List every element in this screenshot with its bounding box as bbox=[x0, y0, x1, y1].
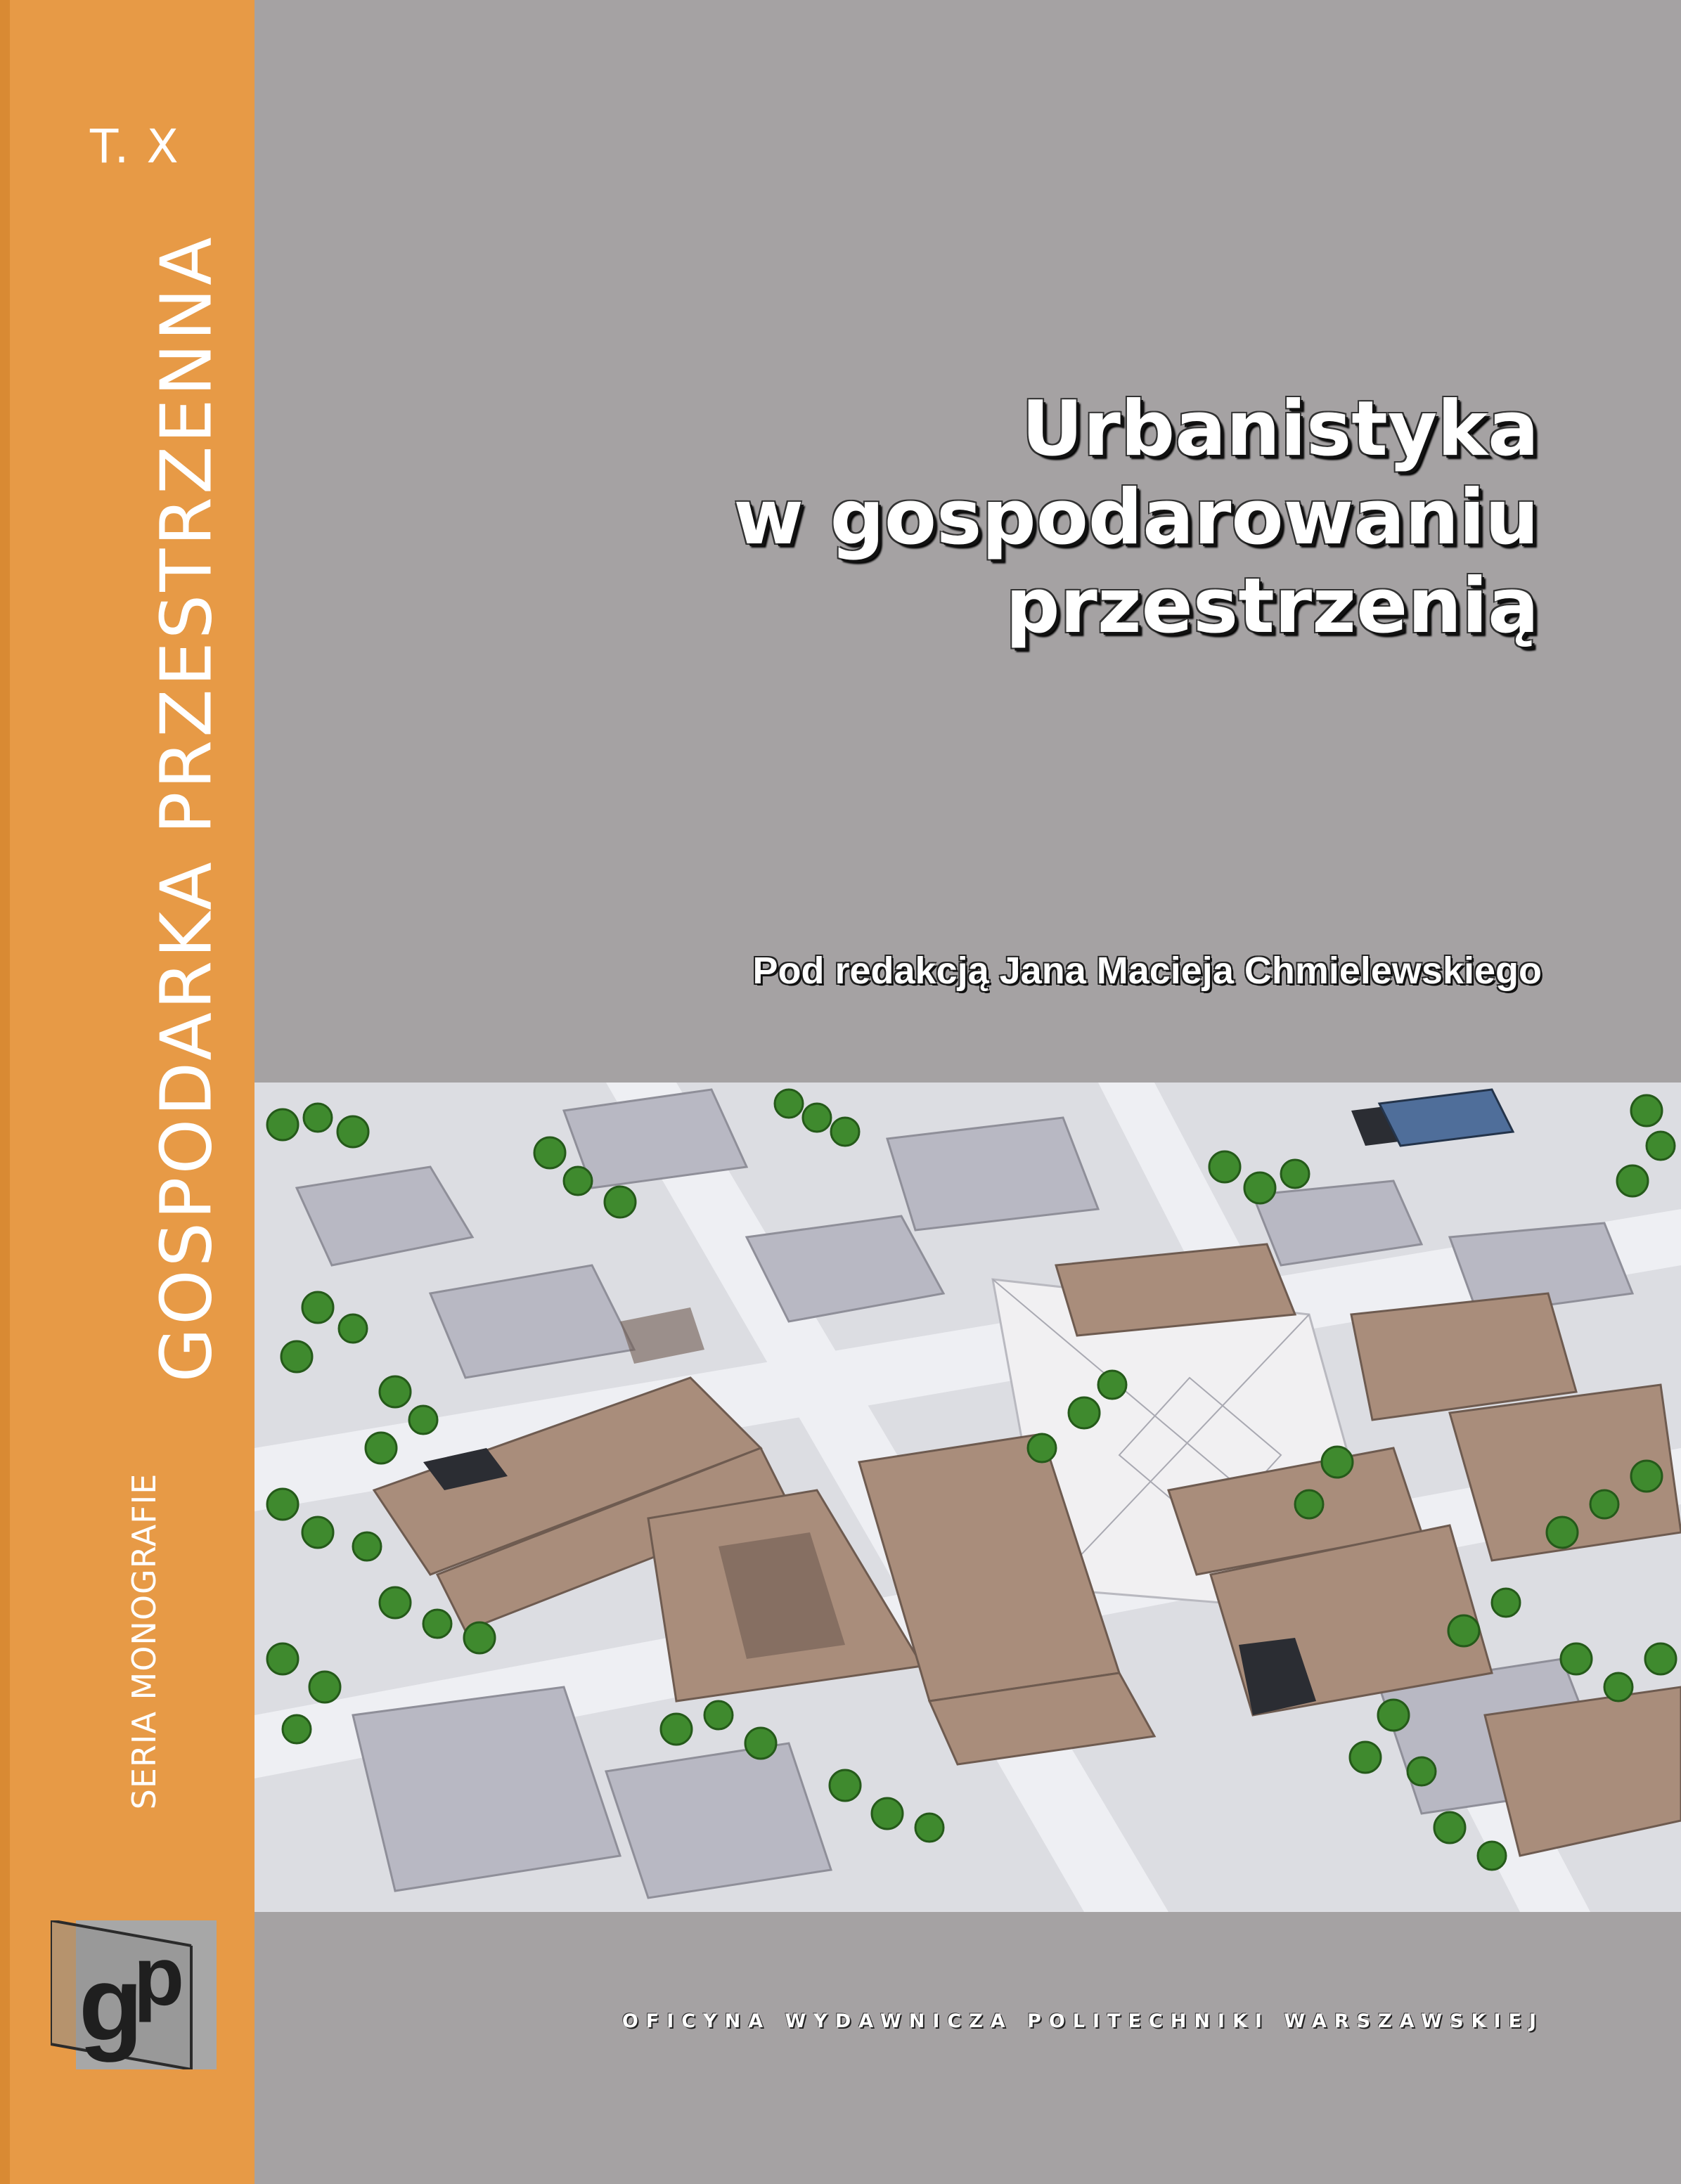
title-line-1: Urbanistyka bbox=[1021, 385, 1539, 473]
title-line-3: przestrzenią bbox=[1005, 562, 1539, 650]
series-type: SERIA MONOGRAFIE bbox=[125, 1473, 163, 1810]
book-title bbox=[733, 385, 1539, 651]
svg-text:p: p bbox=[134, 1930, 185, 2023]
volume-number: T. X bbox=[90, 119, 180, 174]
svg-text:g: g bbox=[79, 1944, 143, 2062]
spine-edge bbox=[0, 0, 10, 2184]
title-line-2: w gospodarowaniu bbox=[733, 474, 1539, 562]
publisher-name: OFICYNA WYDAWNICZA POLITECHNIKI WARSZAWSKIEJ bbox=[621, 2010, 1544, 2032]
editor-credit: Pod redakcją Jana Macieja Chmielewskiego bbox=[752, 950, 1542, 992]
series-title: GOSPODARKA PRZESTRZENNA bbox=[145, 234, 228, 1383]
urban-plan-render bbox=[255, 1083, 1681, 1912]
publisher-logo bbox=[51, 1920, 217, 2069]
